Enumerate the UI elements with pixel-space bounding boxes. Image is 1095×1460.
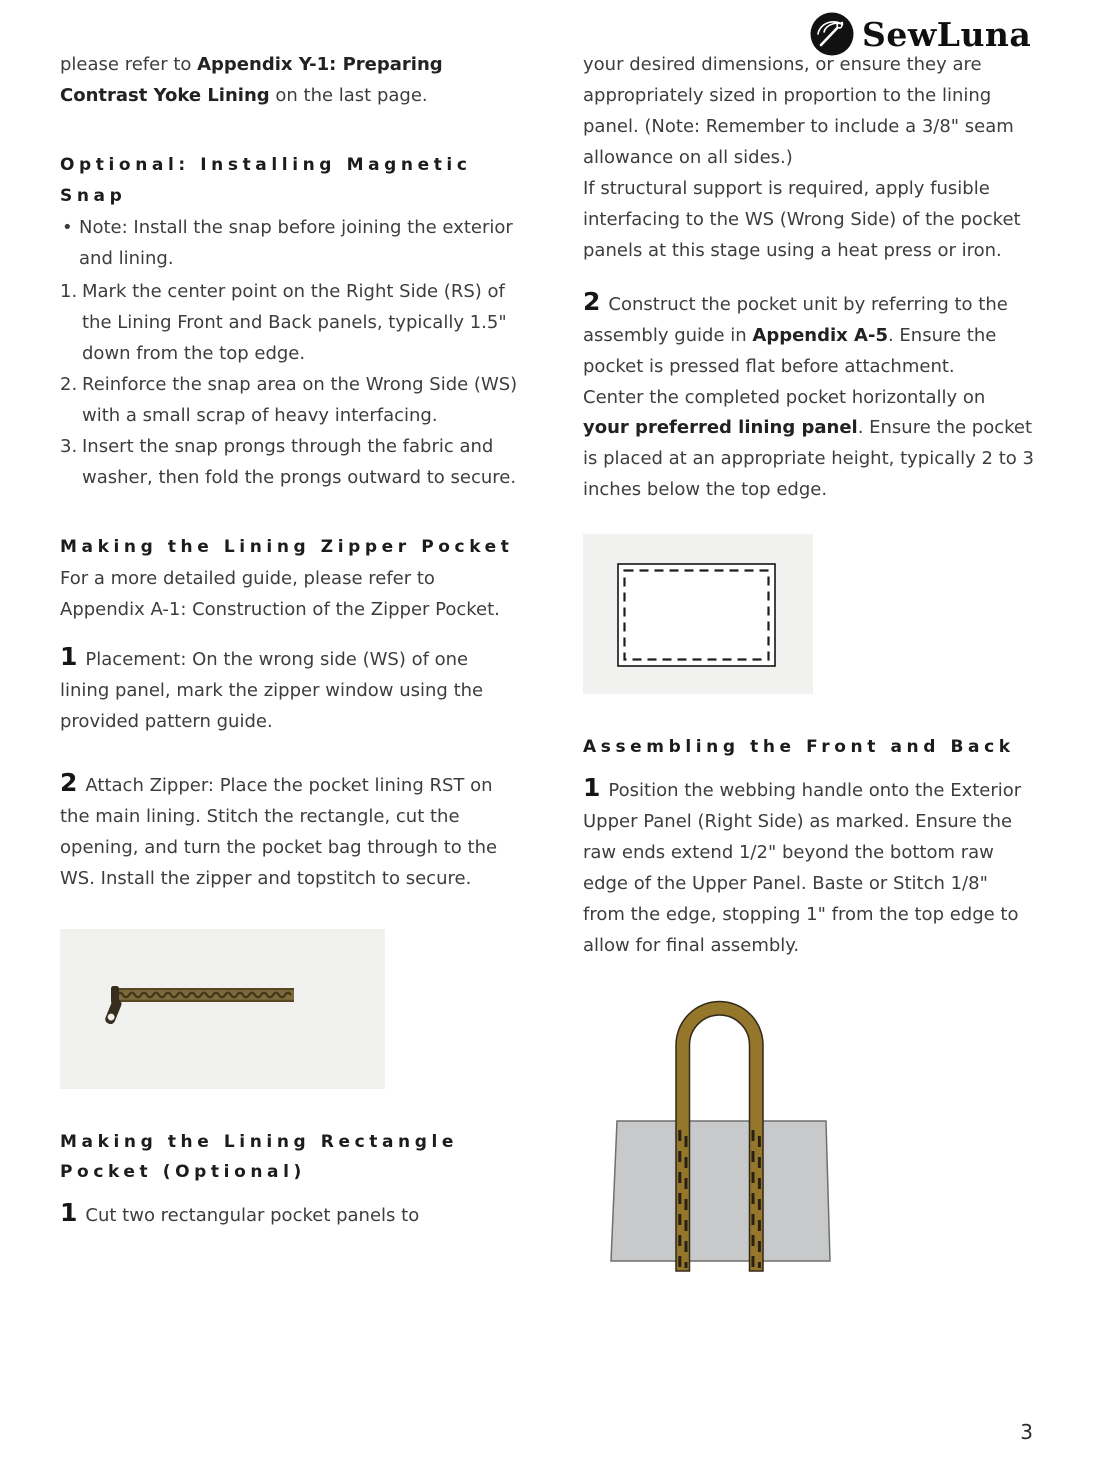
page-number: 3: [1020, 1420, 1033, 1444]
heading-magnetic-snap: Optional: Installing Magnetic Snap: [60, 154, 472, 206]
list-text: Reinforce the snap area on the Wrong Side (WS) with a small scrap of heavy interfacing.: [82, 373, 518, 426]
step-number: 1: [60, 642, 78, 672]
step-number: 1: [583, 772, 601, 802]
webbing-handle-illustration: [583, 988, 933, 1288]
list-marker: 3.: [60, 435, 78, 457]
list-item: [60, 277, 522, 370]
note-list: [60, 213, 522, 275]
list-text: Insert the snap prongs through the fabric and washer, then fold the prongs outward to secure.: [82, 435, 517, 488]
list-marker: 1.: [60, 281, 78, 302]
step-text: Construct the pocket unit by referring to the assembly guide in Appendix A-5. Ensure the pocket is pressed flat before attachment.: [583, 293, 1008, 377]
heading-assembling: Assembling the Front and Back: [583, 737, 1015, 758]
step-text: Attach Zipper: Place the pocket lining RST on the main lining. Stitch the rectangle, cut the opening, and turn the pocket bag through to the WS. Install the zipper and topstitch to secure.: [60, 775, 498, 889]
step-zipper-2: [60, 770, 522, 895]
step-rectangle-1: [60, 1200, 522, 1232]
right-column: [583, 50, 1035, 1288]
continuation-paragraph-1: your desired dimensions, or ensure they are appropriately sized in proportion to the lining panel. (Note: Remember to include a 3/8" seam allowance on all sides.): [583, 54, 1014, 168]
intro-paragraph: please refer to Appendix Y-1: Preparing Contrast Yoke Lining on the last page.: [60, 54, 443, 106]
step-assembling-1: [583, 772, 1035, 962]
continuation-paragraph-2: If structural support is required, apply fusible interfacing to the WS (Wrong Side) of the pocket panels at this stage using a heat press or iron.: [583, 177, 1021, 261]
step-text: Cut two rectangular pocket panels to: [85, 1205, 420, 1227]
step-text: Placement: On the wrong side (WS) of one lining panel, mark the zipper window using the provided pattern guide.: [60, 649, 484, 733]
zipper-illustration: [60, 929, 385, 1089]
brand-name: SewLuna: [862, 14, 1032, 54]
list-marker: 2.: [60, 373, 78, 395]
list-item: [60, 432, 522, 494]
step-number: 2: [60, 768, 78, 798]
heading-rectangle-pocket: Making the Lining Rectangle Pocket (Optional): [60, 1131, 459, 1183]
center-note-paragraph: Center the completed pocket horizontally on your preferred lining panel. Ensure the pocket is placed at an appropriate height, typically 2 to 3 inches below the top edge.: [583, 386, 1034, 501]
note-item: • Note: Install the snap before joining the exterior and lining.: [60, 213, 522, 275]
step-number: 1: [60, 1198, 78, 1228]
magnetic-snap-steps: [60, 277, 522, 494]
list-item: [60, 370, 522, 432]
step-pocket-2: [583, 286, 1035, 383]
zipper-figure: [60, 929, 385, 1089]
pocket-figure: [583, 534, 813, 694]
pocket-panel-illustration: [583, 534, 813, 694]
handle-figure: [583, 988, 933, 1288]
zipper-pocket-intro: For a more detailed guide, please refer to Appendix A-1: Construction of the Zipper Pocket.: [60, 568, 500, 621]
left-column: [60, 50, 522, 1232]
step-text: Position the webbing handle onto the Exterior Upper Panel (Right Side) as marked. Ensure the raw ends extend 1/2" beyond the bottom raw edge of the Upper Panel. Baste or Stitch 1/8" from the edge, stopping 1" from the top edge to allow for final assembly.: [583, 779, 1022, 956]
step-number: 2: [583, 286, 601, 316]
list-text: Mark the center point on the Right Side (RS) of the Lining Front and Back panels, typically 1.5" down from the top edge.: [82, 281, 507, 364]
heading-zipper-pocket: Making the Lining Zipper Pocket: [60, 536, 514, 557]
step-zipper-1: [60, 644, 522, 738]
